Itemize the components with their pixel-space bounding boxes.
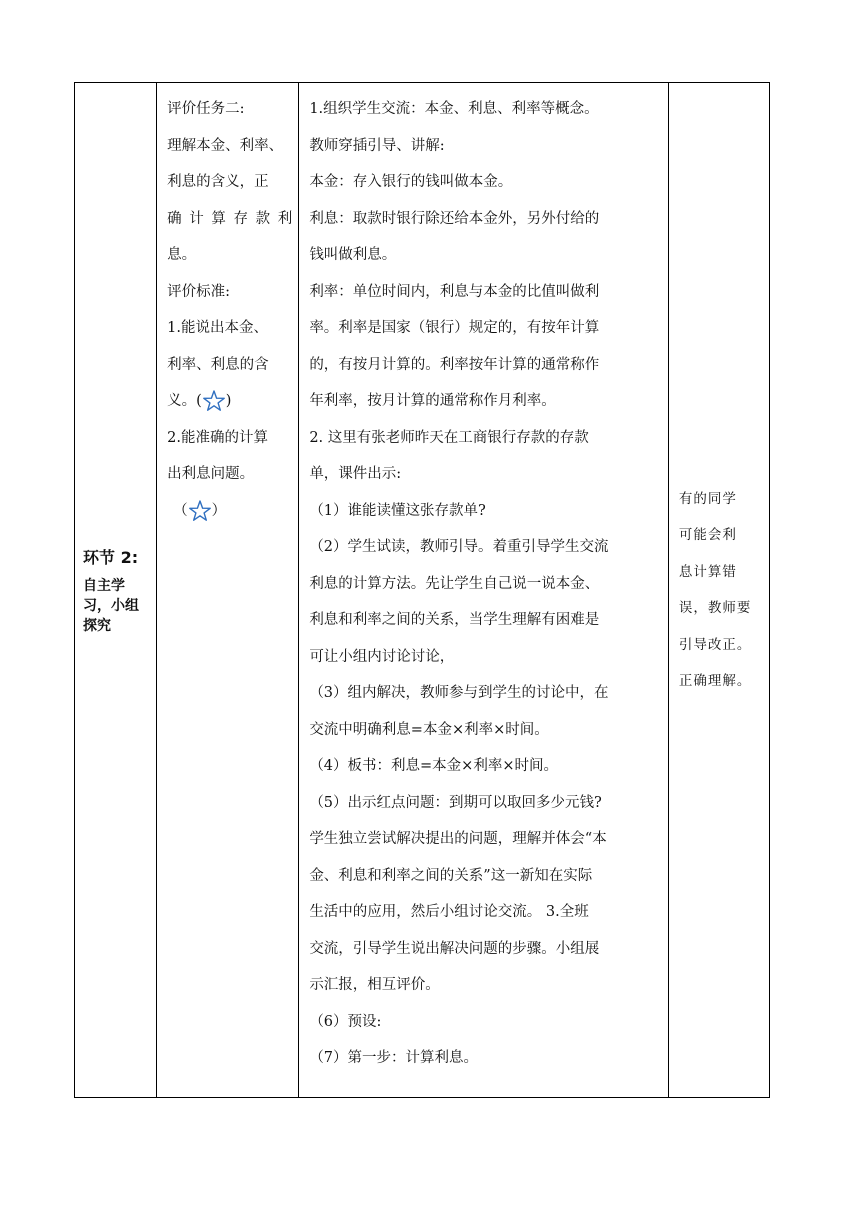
activity-line: 单，课件出示: xyxy=(309,466,402,482)
activity-line: 交流中明确利息=本金×利率×时间。 xyxy=(309,721,549,738)
stage-name-line: 探究 xyxy=(83,618,111,634)
activity-line: （3）组内解决，教师参与到学生的讨论中，在 xyxy=(309,685,609,701)
activity-line: 率。利率是国家（银行）规定的，有按年计算 xyxy=(309,320,600,336)
activity-line: 可让小组内讨论讨论， xyxy=(309,648,455,665)
activity-line: 利息：取款时银行除还给本金外，另外付给的 xyxy=(309,210,600,227)
evaluation-task-line: 确 计 算 存 款 利 xyxy=(167,210,293,227)
notes-cell xyxy=(668,83,769,1098)
evaluation-task-line: 利息的含义，正 xyxy=(167,174,269,190)
activity-line: 本金：存入银行的钱叫做本金。 xyxy=(309,174,513,190)
activity-line: 2. 这里有张老师昨天在工商银行存款的存款 xyxy=(309,429,589,446)
standard-1-line xyxy=(167,383,292,420)
standard-2-line: 出利息问题。 xyxy=(167,466,255,482)
standard-1-text: 义。( xyxy=(167,393,202,409)
activity-line: （1）谁能读懂这张存款单? xyxy=(309,502,486,519)
activity-line: （2）学生试读，教师引导。着重引导学生交流 xyxy=(309,539,609,555)
activity-line: 钱叫做利息。 xyxy=(309,247,397,263)
stage-name xyxy=(83,576,150,636)
activity-line: 年利率，按月计算的通常称作月利率。 xyxy=(309,393,556,409)
activity-line: （7）第一步：计算利息。 xyxy=(309,1050,479,1066)
activity-line: 学生独立尝试解决提出的问题，理解并体会“本 xyxy=(309,831,607,847)
standard-1-close: ) xyxy=(225,393,232,409)
activity-line: 交流，引导学生说出解决问题的步骤。小组展 xyxy=(309,940,600,957)
activity-line: 示汇报，相互评价。 xyxy=(309,977,440,993)
note-line: 误，教师要 xyxy=(678,600,752,616)
standard-2-open: （ xyxy=(173,502,188,519)
activity-line: 的，有按月计算的。利率按年计算的通常称作 xyxy=(309,356,600,373)
note-line: 息计算错 xyxy=(678,563,737,580)
standard-2-line: 2.能准确的计算 xyxy=(167,429,268,446)
activity-line: （4）板书：利息=本金×利率×时间。 xyxy=(309,758,558,774)
activity-line: 金、利息和利率之间的关系”这一新知在实际 xyxy=(309,867,593,884)
stage-name-line: 习，小组 xyxy=(83,598,139,614)
evaluation-task-line: 息。 xyxy=(167,247,197,263)
star-outline-icon xyxy=(188,499,212,523)
evaluation-task-line: 理解本金、利率、 xyxy=(167,137,284,154)
evaluation-standard-heading: 评价标准: xyxy=(167,283,230,300)
stage-cell xyxy=(75,83,157,1098)
note-line: 正确理解。 xyxy=(678,673,752,689)
note-line: 可能会利 xyxy=(678,527,737,543)
table-row xyxy=(75,83,770,1098)
activities-cell xyxy=(299,83,669,1098)
evaluation-cell xyxy=(157,83,299,1098)
activity-line: （5）出示红点问题：到期可以取回多少元钱? xyxy=(309,794,602,811)
lesson-plan-table xyxy=(74,82,770,1098)
note-line: 有的同学 xyxy=(678,490,737,507)
activity-line: 利率：单位时间内，利息与本金的比值叫做利 xyxy=(309,283,600,300)
standard-2-close: ） xyxy=(211,502,227,519)
activity-line: 利息的计算方法。先让学生自己说一说本金、 xyxy=(309,575,600,592)
activity-line: （6）预设: xyxy=(309,1013,382,1030)
activity-line: 利息和利率之间的关系，当学生理解有困难是 xyxy=(309,612,600,628)
stage-number: 环节 2: xyxy=(83,548,139,567)
activity-line: 1.组织学生交流：本金、利息、利率等概念。 xyxy=(309,101,599,117)
standard-1-line: 利率、利息的含 xyxy=(167,356,269,373)
evaluation-task-heading: 评价任务二: xyxy=(167,101,245,117)
activity-line: 教师穿插引导、讲解: xyxy=(309,137,445,154)
activity-line: 生活中的应用，然后小组讨论交流。 3.全班 xyxy=(309,904,589,920)
stage-name-line: 自主学 xyxy=(83,578,125,594)
standard-2-line xyxy=(167,493,292,530)
star-outline-icon xyxy=(202,389,226,413)
note-line: 引导改正。 xyxy=(678,636,752,653)
standard-1-line: 1.能说出本金、 xyxy=(167,320,268,336)
